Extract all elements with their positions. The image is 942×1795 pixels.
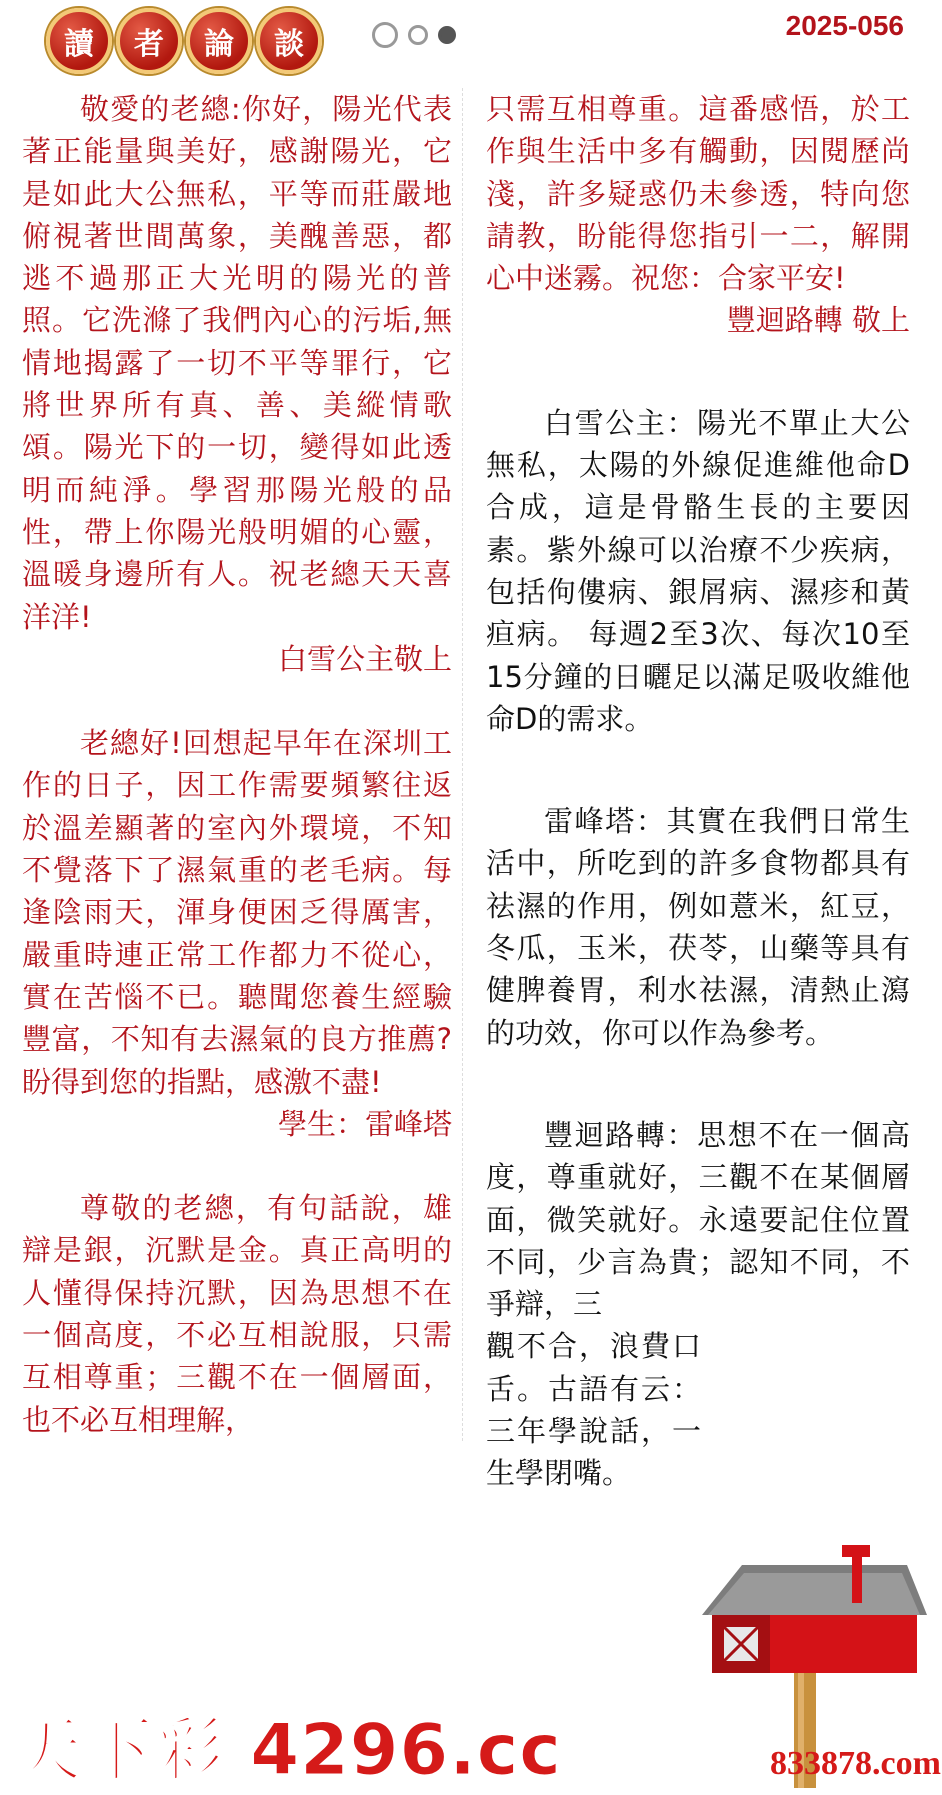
- title-badge: 論: [186, 8, 252, 74]
- decorative-dots: [372, 22, 456, 48]
- letter-body: 老總好!回想起早年在深圳工作的日子，因工作需要頻繁往返於溫差顯著的室內外環境，不知不覺落下了濕氣重的老毛病。每逢陰雨天，渾身便困乏得厲害，嚴重時連正常工作都力不從心，實在苦惱不已。聽聞您養生經驗豐富，不知有去濕氣的良方推薦?盼得到您的指點，感激不盡!: [22, 726, 452, 1099]
- letter-body: 敬愛的老總:你好，陽光代表著正能量與美好，感謝陽光，它是如此大公無私，平等而莊嚴地俯視著世間萬象，美醜善惡，都逃不過那正大光明的陽光的普照。它洗滌了我們內心的污垢,無情地揭露了一切不平等罪行，它將世界所有真、善、美縱情歌頌。陽光下的一切，變得如此透明而純淨。學習那陽光般的品性，帶上你陽光般明媚的心靈，溫暖身邊所有人。祝老總天天喜洋洋!: [22, 92, 452, 634]
- dot-icon: [408, 25, 428, 45]
- letter-body: 尊敬的老總，有句話說，雄辯是銀，沉默是金。真正高明的人懂得保持沉默，因為思想不在一個高度，不必互相說服，只需互相尊重；三觀不在一個層面，也不必互相理解，: [22, 1191, 452, 1437]
- title-badge: 讀: [46, 8, 112, 74]
- reply-body: 觀不合，浪費口舌。古語有云：三年學說話，一生學閉嘴。: [486, 1329, 701, 1491]
- letter-signature: 白雪公主敬上: [277, 641, 452, 676]
- header: [0, 0, 942, 78]
- column-title: [46, 8, 322, 74]
- reply-body: 白雪公主：陽光不單止大公無私，太陽的外線促進維他命D合成，這是骨骼生長的主要因素。紫外線可以治療不少疾病，包括佝僂病、銀屑病、濕疹和黃疸病。 每週2至3次、每次10至15分鐘的日曬足以滿足吸收維他命D的需求。: [486, 405, 910, 736]
- watermark: 天下彩 4296.cc: [12, 1709, 562, 1791]
- letter-signature: 學生：雷峰塔: [277, 1106, 452, 1141]
- letter-body-continued: 只需互相尊重。這番感悟，於工作與生活中多有觸動，因閱歷尚淺，許多疑惑仍未參透，特向您請教，盼能得您指引一二，解開心中迷霧。祝您：合家平安!: [486, 92, 910, 296]
- left-column: [22, 88, 463, 1441]
- dot-icon: [438, 26, 456, 44]
- right-column: [486, 88, 910, 1495]
- reply-body: 雷峰塔：其實在我們日常生活中，所吃到的許多食物都具有祛濕的作用，例如薏米，紅豆，冬瓜，玉米，茯苓，山藥等具有健脾養胃，利水祛濕，清熱止瀉的功效，你可以作為參考。: [486, 804, 910, 1050]
- title-badge: 者: [116, 8, 182, 74]
- watermark: 833878.com: [770, 1745, 941, 1782]
- reply-body: 豐迴路轉：思想不在一個高度，尊重就好，三觀不在某個層面，微笑就好。永遠要記住位置不同，少言為貴；認知不同，不爭辯，三: [486, 1117, 910, 1322]
- letter-signature: 豐迴路轉 敬上: [726, 303, 910, 338]
- title-badge: 談: [256, 8, 322, 74]
- issue-number: 2025-056: [785, 10, 904, 41]
- dot-icon: [372, 22, 398, 48]
